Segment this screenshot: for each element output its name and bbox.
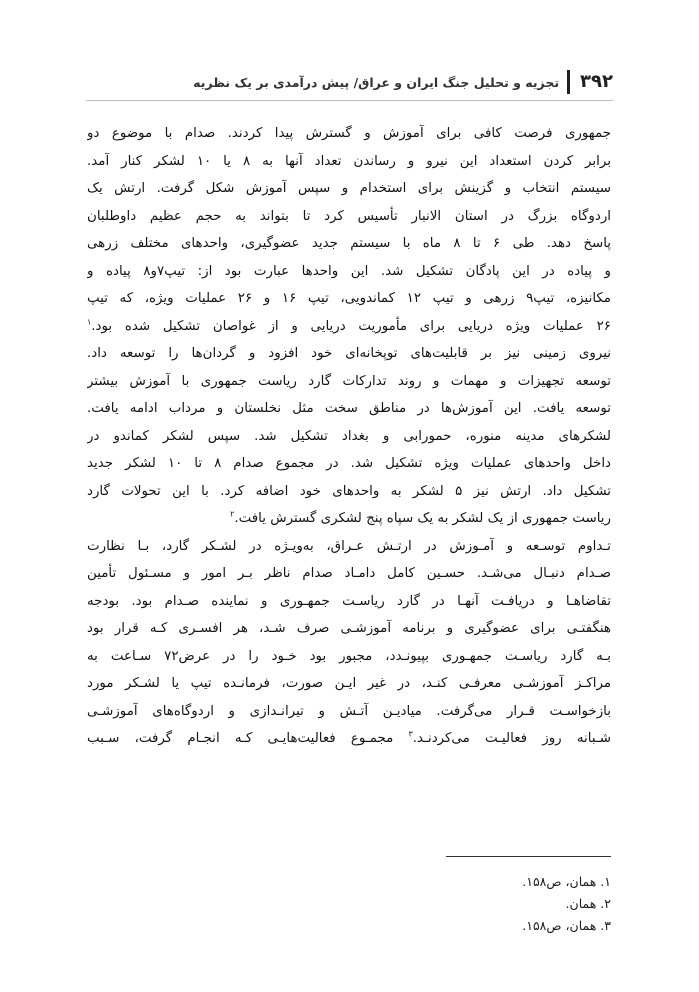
- footnote-item: ۳. همان، ص۱۵۸.: [522, 918, 611, 933]
- text-line: مکانیزه، تیپ۹ زرهی و تیپ ۱۲ کماندویی، تیپ ۱۶ و ۲۶ عملیات ویژه، که تیپ: [87, 291, 611, 306]
- body-text: [87, 120, 611, 753]
- text-line: بـه گارد ریاسـت جمهـوری بپیونـدد، مجبور بود خـود را در عرض۷۲ سـاعت به: [87, 648, 611, 664]
- line-text: ۲۶ عملیات ویژه دریایی برای مأموریت دریایی و از غواصان تشکیل شده بود.: [91, 318, 611, 334]
- text-line: داخل واحدهای عملیات ویژه تشکیل شد. در مجموع صدام ۸ تا ۱۰ لشکر جدید: [87, 456, 611, 471]
- page-number: ۳۹۲: [567, 70, 613, 94]
- text-line: و پیاده در این پادگان تشکیل شد. این واحدها عبارت بود از: تیپ۷و۸ پیاده و: [87, 263, 611, 279]
- text-line: [87, 313, 611, 341]
- text-line: صـدام دنبـال می‌شـد. حسـین کامل دامـاد صدام ناظر بـر امور و مسـئول تأمین: [87, 566, 611, 581]
- text-line: پاسخ دهد. طی ۶ تا ۸ ماه با سیستم جدید عضوگیری، واحدهای مختلف زرهی: [87, 236, 611, 251]
- text-line: [87, 505, 611, 533]
- text-line: جمهوری فرصت کافی برای آموزش و گسترش پیدا کردند. صدام با موضوع دو: [87, 126, 611, 141]
- text-line: هنگفتـی برای عضوگیری و برنامه آموزشـی صرف شـد، هر افسـری کـه قرار بود: [87, 621, 611, 636]
- text-line: توسعه تجهیزات و مهمات و روند تدارکات گارد ریاست جمهوری با آموزش بیشتر: [87, 373, 611, 389]
- text-line: توسعه یافت. این آموزش‌ها در مناطق سخت مثل نخلستان و مرداب ادامه یافت.: [87, 401, 611, 416]
- page-header: [86, 64, 613, 100]
- footnote-ref[interactable]: ۱: [87, 317, 92, 327]
- text-line: [87, 725, 611, 753]
- running-title: تجزیه و تحلیل جنگ ایران و عراق/ پیش درآمدی بر یک نظریه: [193, 74, 560, 90]
- text-line: سیستم انتخاب و گزینش برای استخدام و سپس آموزش شکل گرفت. ارتش یک: [87, 181, 611, 196]
- text-line: تشکیل داد. ارتش نیز ۵ لشکر به واحدهای خود اضافه کرد. با این تحولات گارد: [87, 483, 611, 499]
- footnote-item: ۱. همان، ص۱۵۸.: [522, 874, 611, 889]
- footnote-item: ۲. همان.: [565, 896, 611, 911]
- text-line: لشکرهای مدینه منوره، حمورابی و بغداد تشکیل شد. سپس لشکر کماندو در: [87, 428, 611, 444]
- header-divider: [86, 100, 613, 101]
- line-text: مجمـوع فعالیت‌هایـی کـه انجـام گرفت، سـبب: [87, 731, 409, 746]
- text-line: نیروی زمینی نیز بر قابلیت‌های توپخانه‌ای خود افزود و گردان‌ها را توسعه داد.: [87, 346, 611, 361]
- text-line: تـداوم توسـعه و آمـوزش در ارتـش عـراق، به‌ویـژه در لشـکر گارد، بـا نظارت: [87, 538, 611, 554]
- text-line: بازخواسـت قـرار می‌گرفت. میادیـن آتـش و تیرانـدازی و اردوگاه‌های آموزشـی: [87, 703, 611, 719]
- text-line: برابر کردن استعداد این نیرو و رساندن تعداد آنها به ۸ یا ۱۰ لشکر کنار آمد.: [87, 153, 611, 169]
- text-line: مراکـز آموزشـی معرفـی کنـد، در غیر ایـن صورت، فرمانـده تیپ یا لشـکر مورد: [87, 676, 611, 691]
- text-line: اردوگاه بزرگ در استان الانبار تأسیس کرد تا بتواند به حجم عظیم داوطلبان: [87, 208, 611, 224]
- footnotes: [87, 871, 611, 937]
- footnote-ref[interactable]: ۲: [230, 509, 235, 519]
- footnote-divider: [446, 856, 611, 857]
- line-text: شـبانه روز فعالیـت می‌کردنـد.: [412, 731, 611, 746]
- line-text: ریاست جمهوری از یک لشکر به یک سپاه پنج لشکری گسترش یافت.: [234, 511, 611, 526]
- text-line: تقاضاهـا و دریافـت آنهـا در گارد ریاسـت جمهـوری و نماینده صـدام بود. بودجه: [87, 593, 611, 609]
- footnote-ref[interactable]: ۳: [408, 729, 413, 739]
